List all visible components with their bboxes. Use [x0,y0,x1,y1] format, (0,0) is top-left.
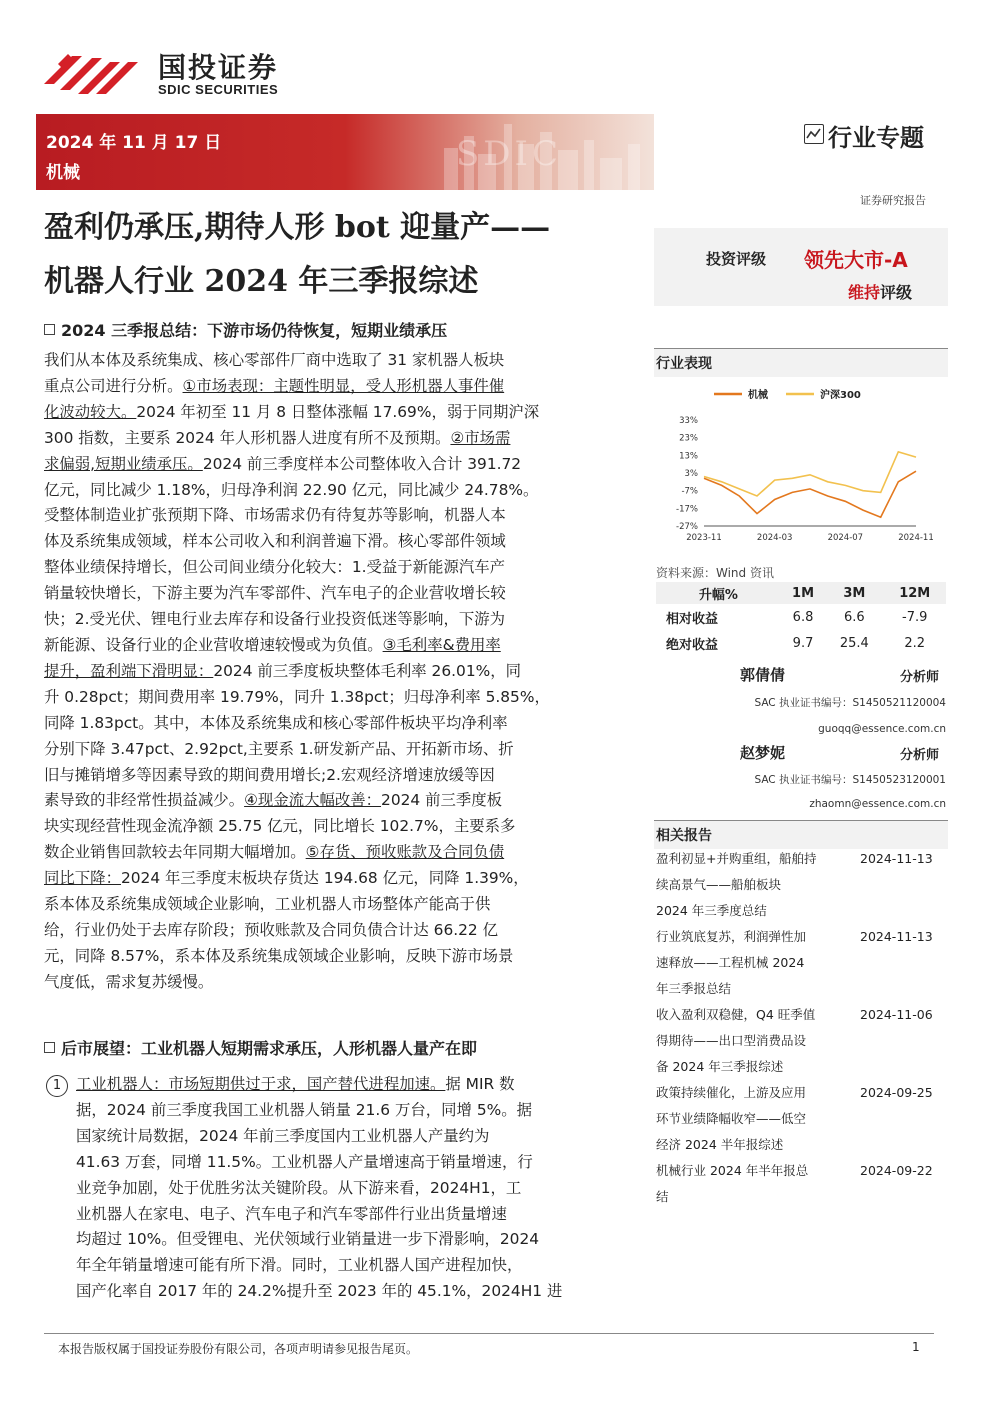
y-tick-label: 33% [679,416,698,426]
performance-chart [654,378,948,558]
x-tick-label: 2024-07 [827,533,864,543]
related-report-date: 2024-11-13 [860,929,933,944]
report-title-line2: 机器人行业 2024 年三季报综述 [44,264,479,299]
body-text: 整体业绩保持增长，但公司间业绩分化较大：1.受益于新能源汽车产 [44,558,506,577]
related-report-title [656,1080,842,1158]
table-row [656,630,946,656]
rating-value: 领先大市-A [804,248,908,272]
body-text: 41.63 万套，同增 11.5%。工业机器人产量增速高于销量增速，行 [76,1152,533,1171]
body-text: 旧与摊销增多等因素导致的期间费用增长;2.宏观经济增速放缓等因 [44,765,495,784]
body-text: 2024 前三季度板块整体毛利率 26.01%，同 [213,661,522,680]
highlight-text: 工业机器人：市场短期供过于求，国产替代进程加速。 [76,1075,446,1093]
logo-english-name: SDIC SECURITIES [158,82,279,97]
text-line [44,581,636,607]
related-report-title [656,846,842,924]
section2-heading [44,1036,477,1059]
text-line [44,711,636,737]
body-text: 气度低，需求复苏缓慢。 [44,972,214,991]
rating-label: 投资评级 [706,250,767,268]
text-line [44,374,636,400]
section2-body [76,1072,636,1305]
body-text: 新能源、设备行业的企业营收增速较慢或为负值。 [44,635,383,654]
body-text: 300 指数，主要系 2024 年人形机器人进度有所不及预期。 [44,428,451,447]
text-line [76,1279,636,1305]
highlight-text: ③毛利率&费用率 [382,635,501,654]
body-text: 块实现经营性现金流净额 25.75 亿元，同比增长 102.7%，主要系多 [44,817,516,836]
text-line [44,866,636,892]
doc-category [804,118,924,153]
related-report-title-line: 经济 2024 半年报综述 [656,1137,784,1152]
chart-source: 资料来源：Wind 资讯 [656,566,774,580]
highlight-text: 同比下降： [44,869,121,888]
company-logo [44,40,324,100]
table-header: 升幅% [656,582,781,604]
related-report-title [656,1002,842,1080]
text-line [76,1072,636,1098]
highlight-text: 化波动较大。 [44,402,137,421]
table-header: 12M [883,582,946,604]
text-line [44,685,636,711]
rating-box [654,228,948,306]
table-cell: 9.7 [792,635,814,651]
related-report-date: 2024-11-06 [860,1007,933,1022]
text-line [44,555,636,581]
report-sector: 机械 [46,163,80,183]
text-line [76,1176,636,1202]
body-text: 元，同降 8.57%，系本体及系统集成领域企业影响，反映下游市场景 [44,946,514,965]
text-line [44,633,636,659]
body-text: 2024 前三季度板 [381,791,503,810]
body-text: 体及系统集成领域，样本公司收入和利润普遍下滑。核心零部件领域 [44,532,506,551]
text-line [44,918,636,944]
table-cell: -7.9 [902,609,928,625]
text-line [76,1227,636,1253]
body-text: 2024 年初至 11 月 8 日整体涨幅 17.69%，弱于同期沪深 [136,402,540,421]
x-tick-label: 2024-11 [898,533,934,543]
related-report-date: 2024-09-25 [860,1085,933,1100]
table-cell: 25.4 [839,635,869,651]
x-tick-label: 2023-11 [686,533,722,543]
body-text: 业机器人在家电、电子、汽车电子和汽车零部件行业出货量增速 [76,1204,507,1223]
text-line [76,1124,636,1150]
text-line [44,659,636,685]
body-text: 升 0.28pct；期间费用率 19.79%，同升 1.38pct；归母净利率 5.85%， [44,687,550,706]
body-text: 给，行业仍处于去库存阶段；预收账款及合同负债合计达 66.22 亿 [44,920,499,939]
related-report-item[interactable] [656,924,946,1002]
analyst-sac: SAC 执业证书编号：S1450521120004 [754,697,946,709]
text-line [44,814,636,840]
body-text: 受整体制造业扩张预期下降、市场需求仍有待复苏等影响，机器人本 [44,506,506,525]
related-report-item[interactable] [656,846,946,924]
table-row [656,604,946,630]
header-banner [36,114,654,190]
related-report-title-line: 收入盈利双稳健，Q4 旺季值 [656,1007,816,1022]
highlight-text: 提升，盈利端下滑明显： [44,661,214,680]
body-text: 国家统计局数据，2024 年前三季度国内工业机器人产量约为 [76,1126,490,1145]
body-text: 数企业销售回款较去年同期大幅增加。 [44,843,306,862]
analyst-email[interactable]: guoqq@essence.com.cn [818,723,946,735]
text-line [44,607,636,633]
related-heading: 相关报告 [654,820,948,849]
report-date: 2024 年 11 月 17 日 [46,133,222,153]
related-report-title-line: 续高景气——船舶板块 [656,877,782,892]
analyst-sac: SAC 执业证书编号：S1450523120001 [754,774,946,786]
highlight-text: ④现金流大幅改善： [244,791,382,810]
body-text: 快；2.受光伏、锂电行业去库存和设备行业投资低迷等影响，下游为 [44,610,506,629]
text-line [44,892,636,918]
analyst-email[interactable]: zhaomn@essence.com.cn [809,798,946,810]
analyst-name: 郭倩倩 [740,666,786,684]
highlight-text: ②市场需 [450,428,511,447]
body-text: 2024 年三季度末板块存货达 194.68 亿元，同降 1.39%， [120,869,529,888]
text-line [76,1253,636,1279]
body-text: 重点公司进行分析。 [44,376,183,395]
text-line [76,1150,636,1176]
related-report-title-line: 盈利初显+并购重组，船舶持 [656,851,817,866]
body-text: 据 MIR 数 [445,1075,515,1093]
table-header: 3M [825,582,883,604]
legend-label: 沪深300 [820,390,861,401]
body-text: 我们从本体及系统集成、核心零部件厂商中选取了 31 家机器人板块 [44,351,505,369]
text-line [44,788,636,814]
report-type: 证券研究报告 [860,194,926,207]
text-line [44,478,636,504]
legend-label: 机械 [748,390,768,401]
banner-watermark: SDIC [456,134,562,174]
body-text: 据，2024 前三季度我国工业机器人销量 21.6 万台，同增 5%。据 [76,1100,533,1119]
body-text: 素导致的非经常性损益减少。 [44,791,245,810]
text-line [76,1098,636,1124]
section2-heading-text: 后市展望：工业机器人短期需求承压，人形机器人量产在即 [61,1039,478,1058]
logo-chinese-name: 国投证券 [158,51,279,84]
trend-chart-icon [804,124,824,144]
row-label: 绝对收益 [666,637,719,653]
bullet-box-icon [44,1042,55,1053]
body-text: 亿元，同比减少 1.18%，归母净利润 22.90 亿元，同比减少 24.78%。 [44,480,539,499]
text-line [44,763,636,789]
y-tick-label: 23% [679,433,698,444]
body-text: 同降 1.83pct。其中，本体及系统集成和核心零部件板块平均净利率 [44,713,508,732]
related-report-date: 2024-11-13 [860,851,933,866]
text-line [44,970,636,996]
y-tick-label: -17% [676,504,698,515]
performance-heading: 行业表现 [654,348,948,377]
text-line [44,348,636,374]
analyst-role: 分析师 [900,748,940,763]
section1-body [44,348,636,996]
related-report-item[interactable] [656,1080,946,1158]
text-line [44,503,636,529]
highlight-text: ①市场表现：主题性明显，受人形机器人事件催 [182,376,505,395]
table-header-row [656,582,946,604]
page-number: 1 [912,1340,920,1354]
text-line [44,737,636,763]
table-cell: 2.2 [904,635,926,651]
related-report-title-line: 速释放——工程机械 2024 [656,955,805,970]
section1-heading-text: 2024 三季报总结：下游市场仍待恢复，短期业绩承压 [61,321,448,340]
related-report-title-line: 备 2024 年三季报综述 [656,1059,784,1074]
body-text: 国产化率自 2017 年的 24.2%提升至 2023 年的 45.1%，2024H1 进 [76,1282,563,1301]
body-text: 年全年销量增速可能有所下滑。同时，工业机器人国产进程加快， [76,1256,523,1275]
body-text: 分别下降 3.47pct、2.92pct,主要系 1.研发新产品、开拓新市场、折 [44,739,514,758]
related-report-item[interactable] [656,1158,946,1210]
highlight-text: 求偏弱,短期业绩承压。 [44,454,203,473]
rating-action-suffix: 评级 [880,283,913,302]
related-report-title-line: 政策持续催化，上游及应用 [656,1085,807,1100]
text-line [44,944,636,970]
highlight-text: ⑤存货、预收账款及合同负债 [305,843,505,862]
related-report-title-line: 行业筑底复苏，利润弹性加 [656,929,807,944]
related-report-title-line: 年三季报总结 [656,981,732,996]
body-text: 业竞争加剧，处于优胜劣汰关键阶段。从下游来看，2024H1，工 [76,1178,522,1197]
body-text: 销量较快增长，下游主要为汽车零部件、汽车电子的企业营收增长较 [44,584,506,603]
related-report-item[interactable] [656,1002,946,1080]
rating-action-value: 维持 [848,283,881,302]
related-report-title [656,924,842,1002]
analyst-role: 分析师 [900,670,940,685]
section1-heading [44,318,447,341]
related-report-title-line: 2024 年三季度总结 [656,903,767,918]
sdic-logo-icon [44,44,144,96]
table-header: 1M [781,582,825,604]
y-tick-label: 3% [684,469,698,479]
analyst-name: 赵梦妮 [740,744,786,762]
series-line-machinery [704,471,916,517]
text-line [44,452,636,478]
y-tick-label: 13% [679,451,698,462]
y-tick-label: -7% [681,486,698,497]
footer-disclaimer: 本报告版权属于国投证券股份有限公司，各项声明请参见报告尾页。 [58,1342,419,1356]
footer-divider [44,1333,934,1334]
text-line [44,426,636,452]
text-line [44,840,636,866]
report-title-line1: 盈利仍承压,期待人形 bot 迎量产—— [44,210,551,245]
related-report-title [656,1158,842,1210]
doc-category-label: 行业专题 [828,124,924,152]
text-line [44,400,636,426]
table-cell: 6.8 [792,609,814,625]
item-number-badge: 1 [46,1075,68,1097]
rating-action [848,280,912,303]
body-text: 系本体及系统集成领域企业影响，工业机器人市场整体产能高于供 [44,895,491,914]
x-tick-label: 2024-03 [756,533,793,543]
y-tick-label: -27% [676,522,698,532]
chart-canvas [654,378,948,558]
body-text: 均超过 10%。但受锂电、光伏领域行业销量进一步下滑影响，2024 [76,1230,540,1249]
performance-table [656,582,946,656]
related-report-title-line: 环节业绩降幅收窄——低空 [656,1111,807,1126]
related-report-title-line: 机械行业 2024 年半年报总 [656,1163,809,1178]
body-text: 2024 前三季度样本公司整体收入合计 391.72 [202,454,522,473]
text-line [44,529,636,555]
related-report-title-line: 结 [656,1189,669,1204]
text-line [76,1202,636,1228]
related-report-title-line: 得期待——出口型消费品设 [656,1033,807,1048]
row-label: 相对收益 [666,611,719,627]
table-cell: 6.6 [843,609,865,625]
related-report-date: 2024-09-22 [860,1163,933,1178]
bullet-box-icon [44,324,55,335]
